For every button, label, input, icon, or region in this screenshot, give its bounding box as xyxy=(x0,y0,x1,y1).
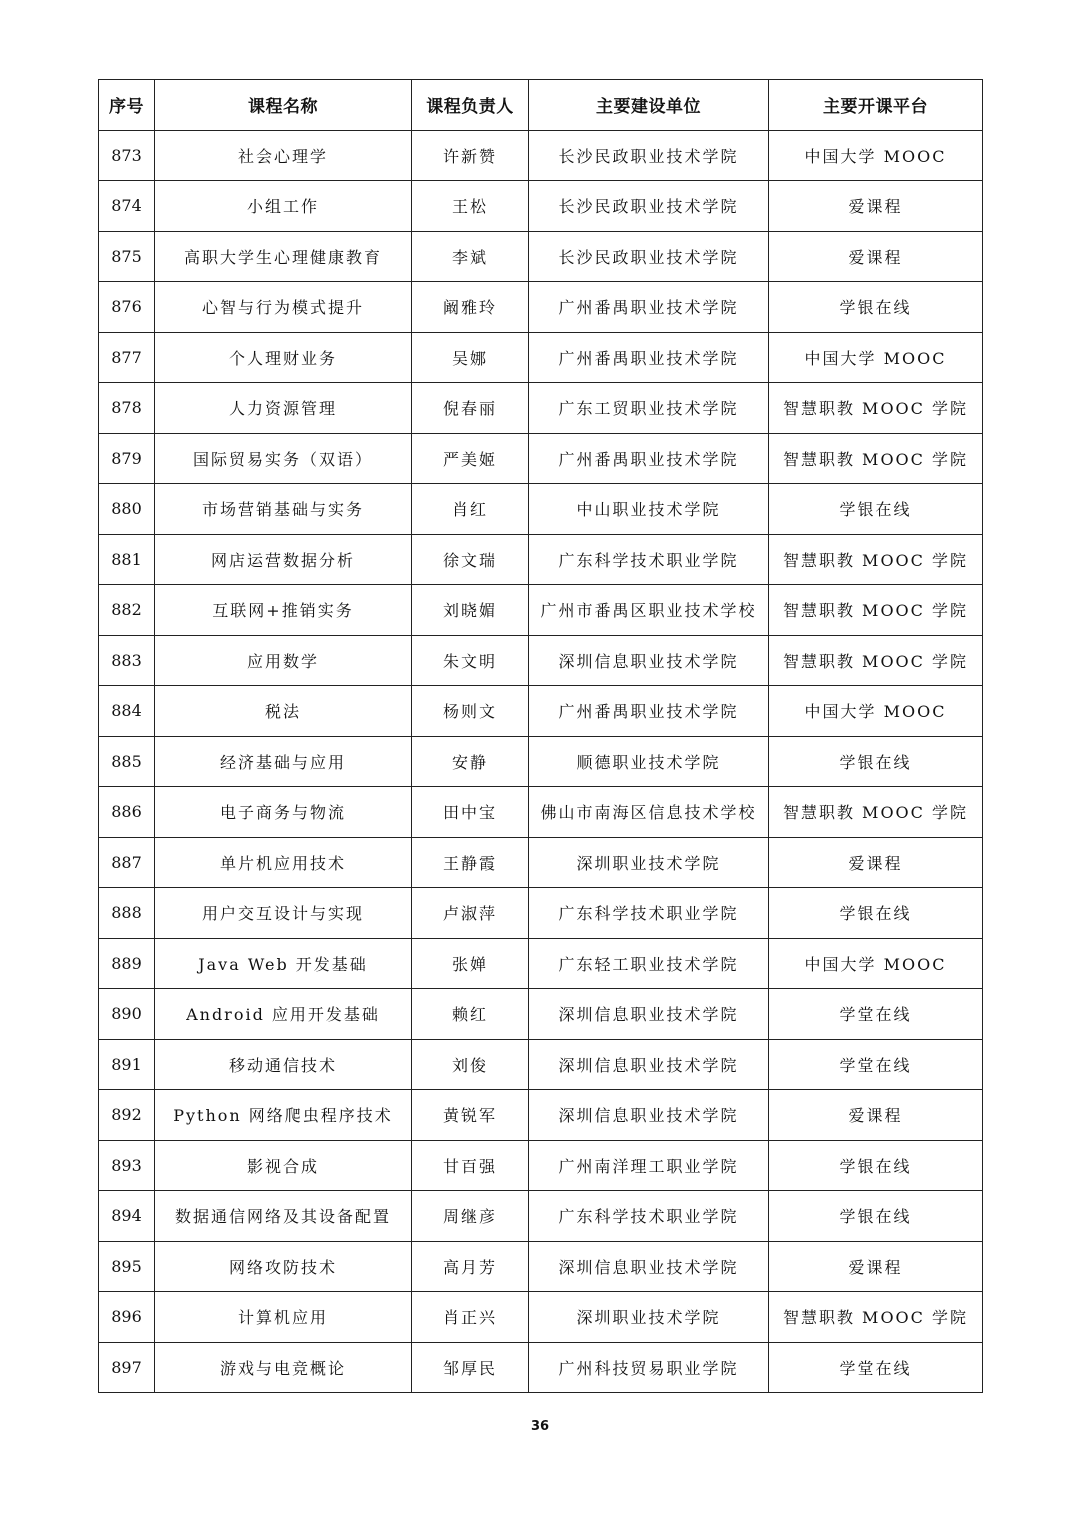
cell-course-name: Python 网络爬虫程序技术 xyxy=(155,1090,412,1141)
header-course-leader: 课程负责人 xyxy=(412,80,529,131)
table-body xyxy=(99,130,983,1393)
cell-construction-unit: 深圳信息职业技术学院 xyxy=(529,1241,769,1292)
cell-platform: 爱课程 xyxy=(769,1241,983,1292)
cell-construction-unit: 广东科学技术职业学院 xyxy=(529,534,769,585)
cell-construction-unit: 深圳职业技术学院 xyxy=(529,1292,769,1343)
cell-construction-unit: 广州南洋理工职业学院 xyxy=(529,1140,769,1191)
cell-construction-unit: 佛山市南海区信息技术学校 xyxy=(529,787,769,838)
cell-platform: 学堂在线 xyxy=(769,989,983,1040)
cell-serial-number: 890 xyxy=(99,989,155,1040)
cell-construction-unit: 长沙民政职业技术学院 xyxy=(529,130,769,181)
table-row xyxy=(99,1191,983,1242)
cell-course-leader: 刘俊 xyxy=(412,1039,529,1090)
table-row xyxy=(99,332,983,383)
cell-course-name: 高职大学生心理健康教育 xyxy=(155,231,412,282)
page-number: 36 xyxy=(530,1419,550,1434)
cell-construction-unit: 长沙民政职业技术学院 xyxy=(529,181,769,232)
cell-construction-unit: 深圳职业技术学院 xyxy=(529,837,769,888)
cell-course-name: 移动通信技术 xyxy=(155,1039,412,1090)
cell-platform: 学银在线 xyxy=(769,888,983,939)
cell-course-leader: 刘晓媚 xyxy=(412,585,529,636)
cell-construction-unit: 广州番禺职业技术学院 xyxy=(529,332,769,383)
cell-platform: 学银在线 xyxy=(769,282,983,333)
table-row xyxy=(99,736,983,787)
cell-platform: 爱课程 xyxy=(769,1090,983,1141)
cell-course-name: 应用数学 xyxy=(155,635,412,686)
cell-construction-unit: 中山职业技术学院 xyxy=(529,484,769,535)
cell-construction-unit: 深圳信息职业技术学院 xyxy=(529,1090,769,1141)
cell-course-name: 市场营销基础与实务 xyxy=(155,484,412,535)
cell-course-name: 电子商务与物流 xyxy=(155,787,412,838)
cell-course-leader: 黄锐军 xyxy=(412,1090,529,1141)
table-row xyxy=(99,1342,983,1393)
cell-platform: 智慧职教 MOOC 学院 xyxy=(769,433,983,484)
cell-serial-number: 893 xyxy=(99,1140,155,1191)
cell-course-name: 税法 xyxy=(155,686,412,737)
table-row xyxy=(99,1090,983,1141)
cell-construction-unit: 广州番禺职业技术学院 xyxy=(529,282,769,333)
cell-serial-number: 878 xyxy=(99,383,155,434)
cell-serial-number: 897 xyxy=(99,1342,155,1393)
cell-serial-number: 891 xyxy=(99,1039,155,1090)
cell-course-name: 游戏与电竞概论 xyxy=(155,1342,412,1393)
cell-course-leader: 肖正兴 xyxy=(412,1292,529,1343)
table-row xyxy=(99,837,983,888)
cell-serial-number: 888 xyxy=(99,888,155,939)
cell-serial-number: 875 xyxy=(99,231,155,282)
cell-platform: 学堂在线 xyxy=(769,1342,983,1393)
cell-construction-unit: 深圳信息职业技术学院 xyxy=(529,989,769,1040)
cell-serial-number: 880 xyxy=(99,484,155,535)
cell-course-leader: 吴娜 xyxy=(412,332,529,383)
cell-course-leader: 甘百强 xyxy=(412,1140,529,1191)
cell-platform: 智慧职教 MOOC 学院 xyxy=(769,787,983,838)
cell-platform: 中国大学 MOOC xyxy=(769,332,983,383)
cell-platform: 学银在线 xyxy=(769,1191,983,1242)
table-row xyxy=(99,1241,983,1292)
course-table xyxy=(98,79,983,1393)
cell-construction-unit: 广东轻工职业技术学院 xyxy=(529,938,769,989)
cell-platform: 中国大学 MOOC xyxy=(769,938,983,989)
cell-construction-unit: 广州番禺职业技术学院 xyxy=(529,433,769,484)
cell-course-name: 心智与行为模式提升 xyxy=(155,282,412,333)
cell-serial-number: 894 xyxy=(99,1191,155,1242)
header-platform: 主要开课平台 xyxy=(769,80,983,131)
cell-course-name: 小组工作 xyxy=(155,181,412,232)
cell-platform: 学银在线 xyxy=(769,484,983,535)
table-row xyxy=(99,686,983,737)
cell-construction-unit: 广东科学技术职业学院 xyxy=(529,1191,769,1242)
cell-serial-number: 885 xyxy=(99,736,155,787)
cell-course-name: Java Web 开发基础 xyxy=(155,938,412,989)
cell-construction-unit: 广州科技贸易职业学院 xyxy=(529,1342,769,1393)
cell-platform: 智慧职教 MOOC 学院 xyxy=(769,1292,983,1343)
cell-serial-number: 874 xyxy=(99,181,155,232)
cell-course-leader: 严美姬 xyxy=(412,433,529,484)
cell-course-leader: 王静霞 xyxy=(412,837,529,888)
cell-construction-unit: 顺德职业技术学院 xyxy=(529,736,769,787)
cell-platform: 智慧职教 MOOC 学院 xyxy=(769,635,983,686)
cell-course-leader: 周继彦 xyxy=(412,1191,529,1242)
cell-course-name: 影视合成 xyxy=(155,1140,412,1191)
cell-platform: 智慧职教 MOOC 学院 xyxy=(769,534,983,585)
cell-platform: 爱课程 xyxy=(769,181,983,232)
cell-platform: 智慧职教 MOOC 学院 xyxy=(769,585,983,636)
cell-course-name: 网络攻防技术 xyxy=(155,1241,412,1292)
cell-serial-number: 882 xyxy=(99,585,155,636)
cell-serial-number: 889 xyxy=(99,938,155,989)
table-row xyxy=(99,1140,983,1191)
cell-course-leader: 安静 xyxy=(412,736,529,787)
cell-course-leader: 杨则文 xyxy=(412,686,529,737)
cell-course-leader: 邹厚民 xyxy=(412,1342,529,1393)
cell-serial-number: 881 xyxy=(99,534,155,585)
cell-course-name: 计算机应用 xyxy=(155,1292,412,1343)
cell-course-leader: 王松 xyxy=(412,181,529,232)
cell-course-name: 个人理财业务 xyxy=(155,332,412,383)
table-row xyxy=(99,888,983,939)
cell-course-leader: 田中宝 xyxy=(412,787,529,838)
cell-platform: 中国大学 MOOC xyxy=(769,686,983,737)
cell-course-name: Android 应用开发基础 xyxy=(155,989,412,1040)
cell-course-leader: 许新赞 xyxy=(412,130,529,181)
cell-course-leader: 高月芳 xyxy=(412,1241,529,1292)
cell-course-name: 社会心理学 xyxy=(155,130,412,181)
table-row xyxy=(99,130,983,181)
table-row xyxy=(99,484,983,535)
cell-construction-unit: 广州市番禺区职业技术学校 xyxy=(529,585,769,636)
cell-course-name: 互联网+推销实务 xyxy=(155,585,412,636)
cell-construction-unit: 深圳信息职业技术学院 xyxy=(529,635,769,686)
cell-serial-number: 886 xyxy=(99,787,155,838)
cell-platform: 中国大学 MOOC xyxy=(769,130,983,181)
cell-course-name: 国际贸易实务（双语） xyxy=(155,433,412,484)
cell-platform: 学银在线 xyxy=(769,1140,983,1191)
cell-construction-unit: 深圳信息职业技术学院 xyxy=(529,1039,769,1090)
cell-platform: 学银在线 xyxy=(769,736,983,787)
cell-serial-number: 887 xyxy=(99,837,155,888)
cell-serial-number: 873 xyxy=(99,130,155,181)
cell-platform: 学堂在线 xyxy=(769,1039,983,1090)
cell-course-leader: 徐文瑞 xyxy=(412,534,529,585)
cell-serial-number: 884 xyxy=(99,686,155,737)
header-construction-unit: 主要建设单位 xyxy=(529,80,769,131)
table-header-row xyxy=(99,80,983,131)
table-row xyxy=(99,534,983,585)
cell-construction-unit: 长沙民政职业技术学院 xyxy=(529,231,769,282)
table-row xyxy=(99,635,983,686)
table-row xyxy=(99,938,983,989)
table-row xyxy=(99,383,983,434)
cell-serial-number: 892 xyxy=(99,1090,155,1141)
cell-platform: 爱课程 xyxy=(769,837,983,888)
cell-serial-number: 876 xyxy=(99,282,155,333)
cell-course-name: 用户交互设计与实现 xyxy=(155,888,412,939)
table-row xyxy=(99,585,983,636)
cell-course-name: 数据通信网络及其设备配置 xyxy=(155,1191,412,1242)
cell-course-leader: 朱文明 xyxy=(412,635,529,686)
table-row xyxy=(99,433,983,484)
cell-course-name: 经济基础与应用 xyxy=(155,736,412,787)
cell-course-leader: 李斌 xyxy=(412,231,529,282)
cell-course-leader: 赖红 xyxy=(412,989,529,1040)
cell-course-leader: 阚雅玲 xyxy=(412,282,529,333)
table-row xyxy=(99,1039,983,1090)
table-row xyxy=(99,989,983,1040)
cell-course-name: 人力资源管理 xyxy=(155,383,412,434)
cell-construction-unit: 广东工贸职业技术学院 xyxy=(529,383,769,434)
table-row xyxy=(99,282,983,333)
table-row xyxy=(99,181,983,232)
cell-course-leader: 肖红 xyxy=(412,484,529,535)
cell-course-leader: 倪春丽 xyxy=(412,383,529,434)
table-row xyxy=(99,1292,983,1343)
cell-platform: 智慧职教 MOOC 学院 xyxy=(769,383,983,434)
table-row xyxy=(99,231,983,282)
cell-course-name: 单片机应用技术 xyxy=(155,837,412,888)
cell-platform: 爱课程 xyxy=(769,231,983,282)
cell-construction-unit: 广州番禺职业技术学院 xyxy=(529,686,769,737)
cell-course-name: 网店运营数据分析 xyxy=(155,534,412,585)
header-serial-number: 序号 xyxy=(99,80,155,131)
cell-construction-unit: 广东科学技术职业学院 xyxy=(529,888,769,939)
cell-serial-number: 879 xyxy=(99,433,155,484)
cell-course-leader: 张婵 xyxy=(412,938,529,989)
cell-course-leader: 卢淑萍 xyxy=(412,888,529,939)
cell-serial-number: 896 xyxy=(99,1292,155,1343)
cell-serial-number: 877 xyxy=(99,332,155,383)
cell-serial-number: 895 xyxy=(99,1241,155,1292)
cell-serial-number: 883 xyxy=(99,635,155,686)
table-row xyxy=(99,787,983,838)
header-course-name: 课程名称 xyxy=(155,80,412,131)
